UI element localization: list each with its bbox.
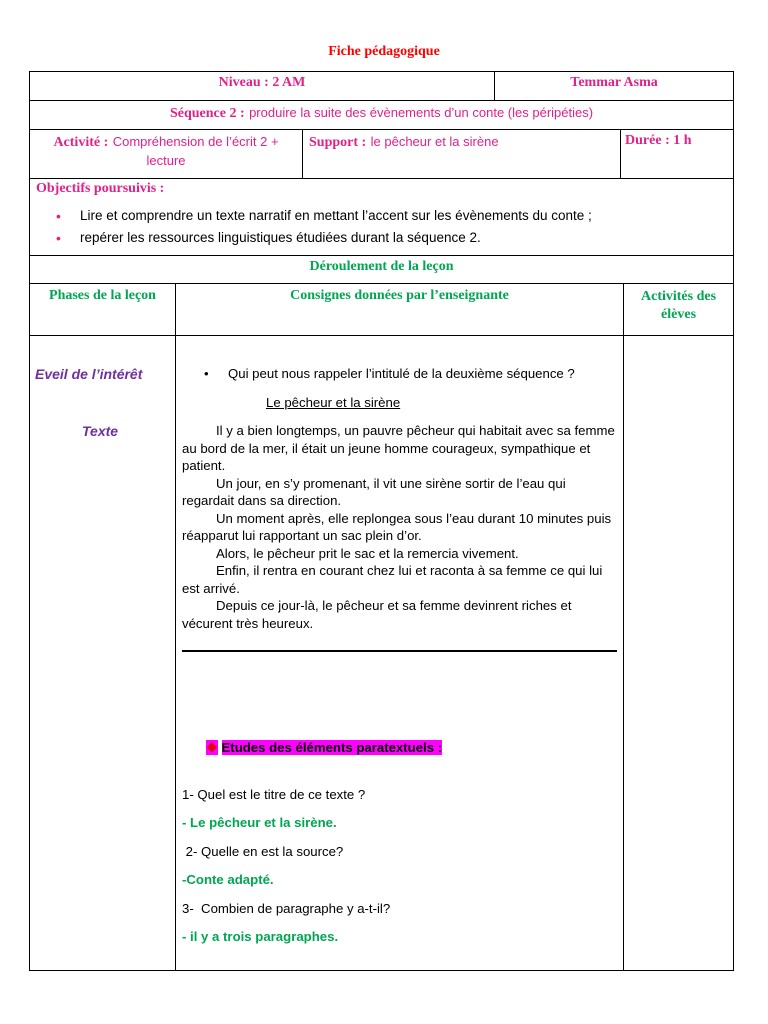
story-text	[182, 422, 617, 632]
phase-eveil: Eveil de l’intérêt	[35, 366, 143, 382]
deroulement-cell	[30, 256, 734, 284]
objectives-cell	[30, 179, 734, 256]
col-header-activites: Activités des élèves	[624, 284, 734, 336]
document-title: Fiche pédagogique	[328, 44, 440, 59]
sequence-label: Séquence 2 :	[169, 106, 245, 121]
activity-value: Compréhension de l’écrit 2 + lecture	[112, 134, 279, 168]
opening-question: • Qui peut nous rappeler l’intitulé de la deuxième séquence ?	[204, 366, 575, 381]
text-title: Le pêcheur et la sirène	[266, 394, 401, 410]
story-paragraph: Enfin, il rentra en courant chez lui et raconta à sa femme ce qui lui est arrivé.	[182, 563, 603, 596]
consignes-cell	[176, 336, 624, 971]
objectives-heading: Objectifs poursuivis :	[36, 181, 165, 196]
story-paragraph: Depuis ce jour-là, le pêcheur et sa femme devinrent riches et vécurent très heureux.	[182, 598, 572, 631]
story-paragraph: Un jour, en s’y promenant, il vit une sirène sortir de l’eau qui regardait dans sa direction.	[182, 475, 566, 508]
activity-cell	[30, 130, 303, 179]
activity-label: Activité :	[53, 135, 109, 150]
col-header-phases: Phases de la leçon	[30, 284, 176, 336]
duree-cell	[621, 130, 734, 179]
paratext-heading-row	[182, 739, 617, 757]
teacher-name: Temmar Asma	[570, 75, 658, 90]
question-2: 2- Quelle en est la source?	[182, 843, 344, 859]
lesson-sheet-table	[29, 71, 734, 971]
support-cell	[303, 130, 621, 179]
answer-3: - il y a trois paragraphes.	[182, 929, 339, 944]
activites-cell	[624, 336, 734, 971]
niveau-cell	[30, 72, 495, 101]
answer-1: - Le pêcheur et la sirène.	[182, 815, 337, 830]
story-paragraph: Un moment après, elle replongea sous l’eau durant 10 minutes puis réapparut lui rapportant un sac plein d’or.	[182, 510, 612, 543]
support-value: le pêcheur et la sirène	[370, 134, 499, 149]
phase-texte: Texte	[82, 423, 119, 439]
story-paragraph: Il y a bien longtemps, un pauvre pêcheur qui habitait avec sa femme au bord de la mer, il était un jeune homme courageux, sympathique et patient.	[182, 423, 615, 473]
sequence-cell	[30, 101, 734, 130]
teacher-cell	[495, 72, 734, 101]
niveau-label: Niveau :	[218, 75, 269, 90]
question-3: 3- Combien de paragraphe y a-t-il?	[182, 900, 391, 916]
support-label: Support :	[309, 135, 367, 150]
niveau-value: 2 AM	[272, 75, 306, 90]
objective-item: • Lire et comprendre un texte narratif en mettant l’accent sur les évènements du conte ;	[80, 205, 733, 227]
duree-value: 1 h	[673, 133, 692, 148]
phases-cell	[30, 336, 176, 971]
deroulement-heading: Déroulement de la leçon	[309, 259, 454, 274]
duree-label: Durée :	[625, 133, 670, 148]
sequence-value: produire la suite des évènements d’un conte (les péripéties)	[249, 105, 594, 120]
diamond-bullet-icon: ❖	[206, 740, 218, 755]
section-divider	[182, 650, 617, 652]
answer-2: -Conte adapté.	[182, 872, 274, 887]
col-header-consignes: Consignes données par l’enseignante	[176, 284, 624, 336]
question-1: 1- Quel est le titre de ce texte ?	[182, 786, 366, 802]
objectives-list	[30, 205, 733, 249]
story-paragraph: Alors, le pêcheur prit le sac et la remercia vivement.	[216, 545, 519, 561]
paratext-heading: Etudes des éléments paratextuels :	[221, 740, 443, 755]
objective-item: • repérer les ressources linguistiques étudiées durant la séquence 2.	[80, 227, 733, 249]
